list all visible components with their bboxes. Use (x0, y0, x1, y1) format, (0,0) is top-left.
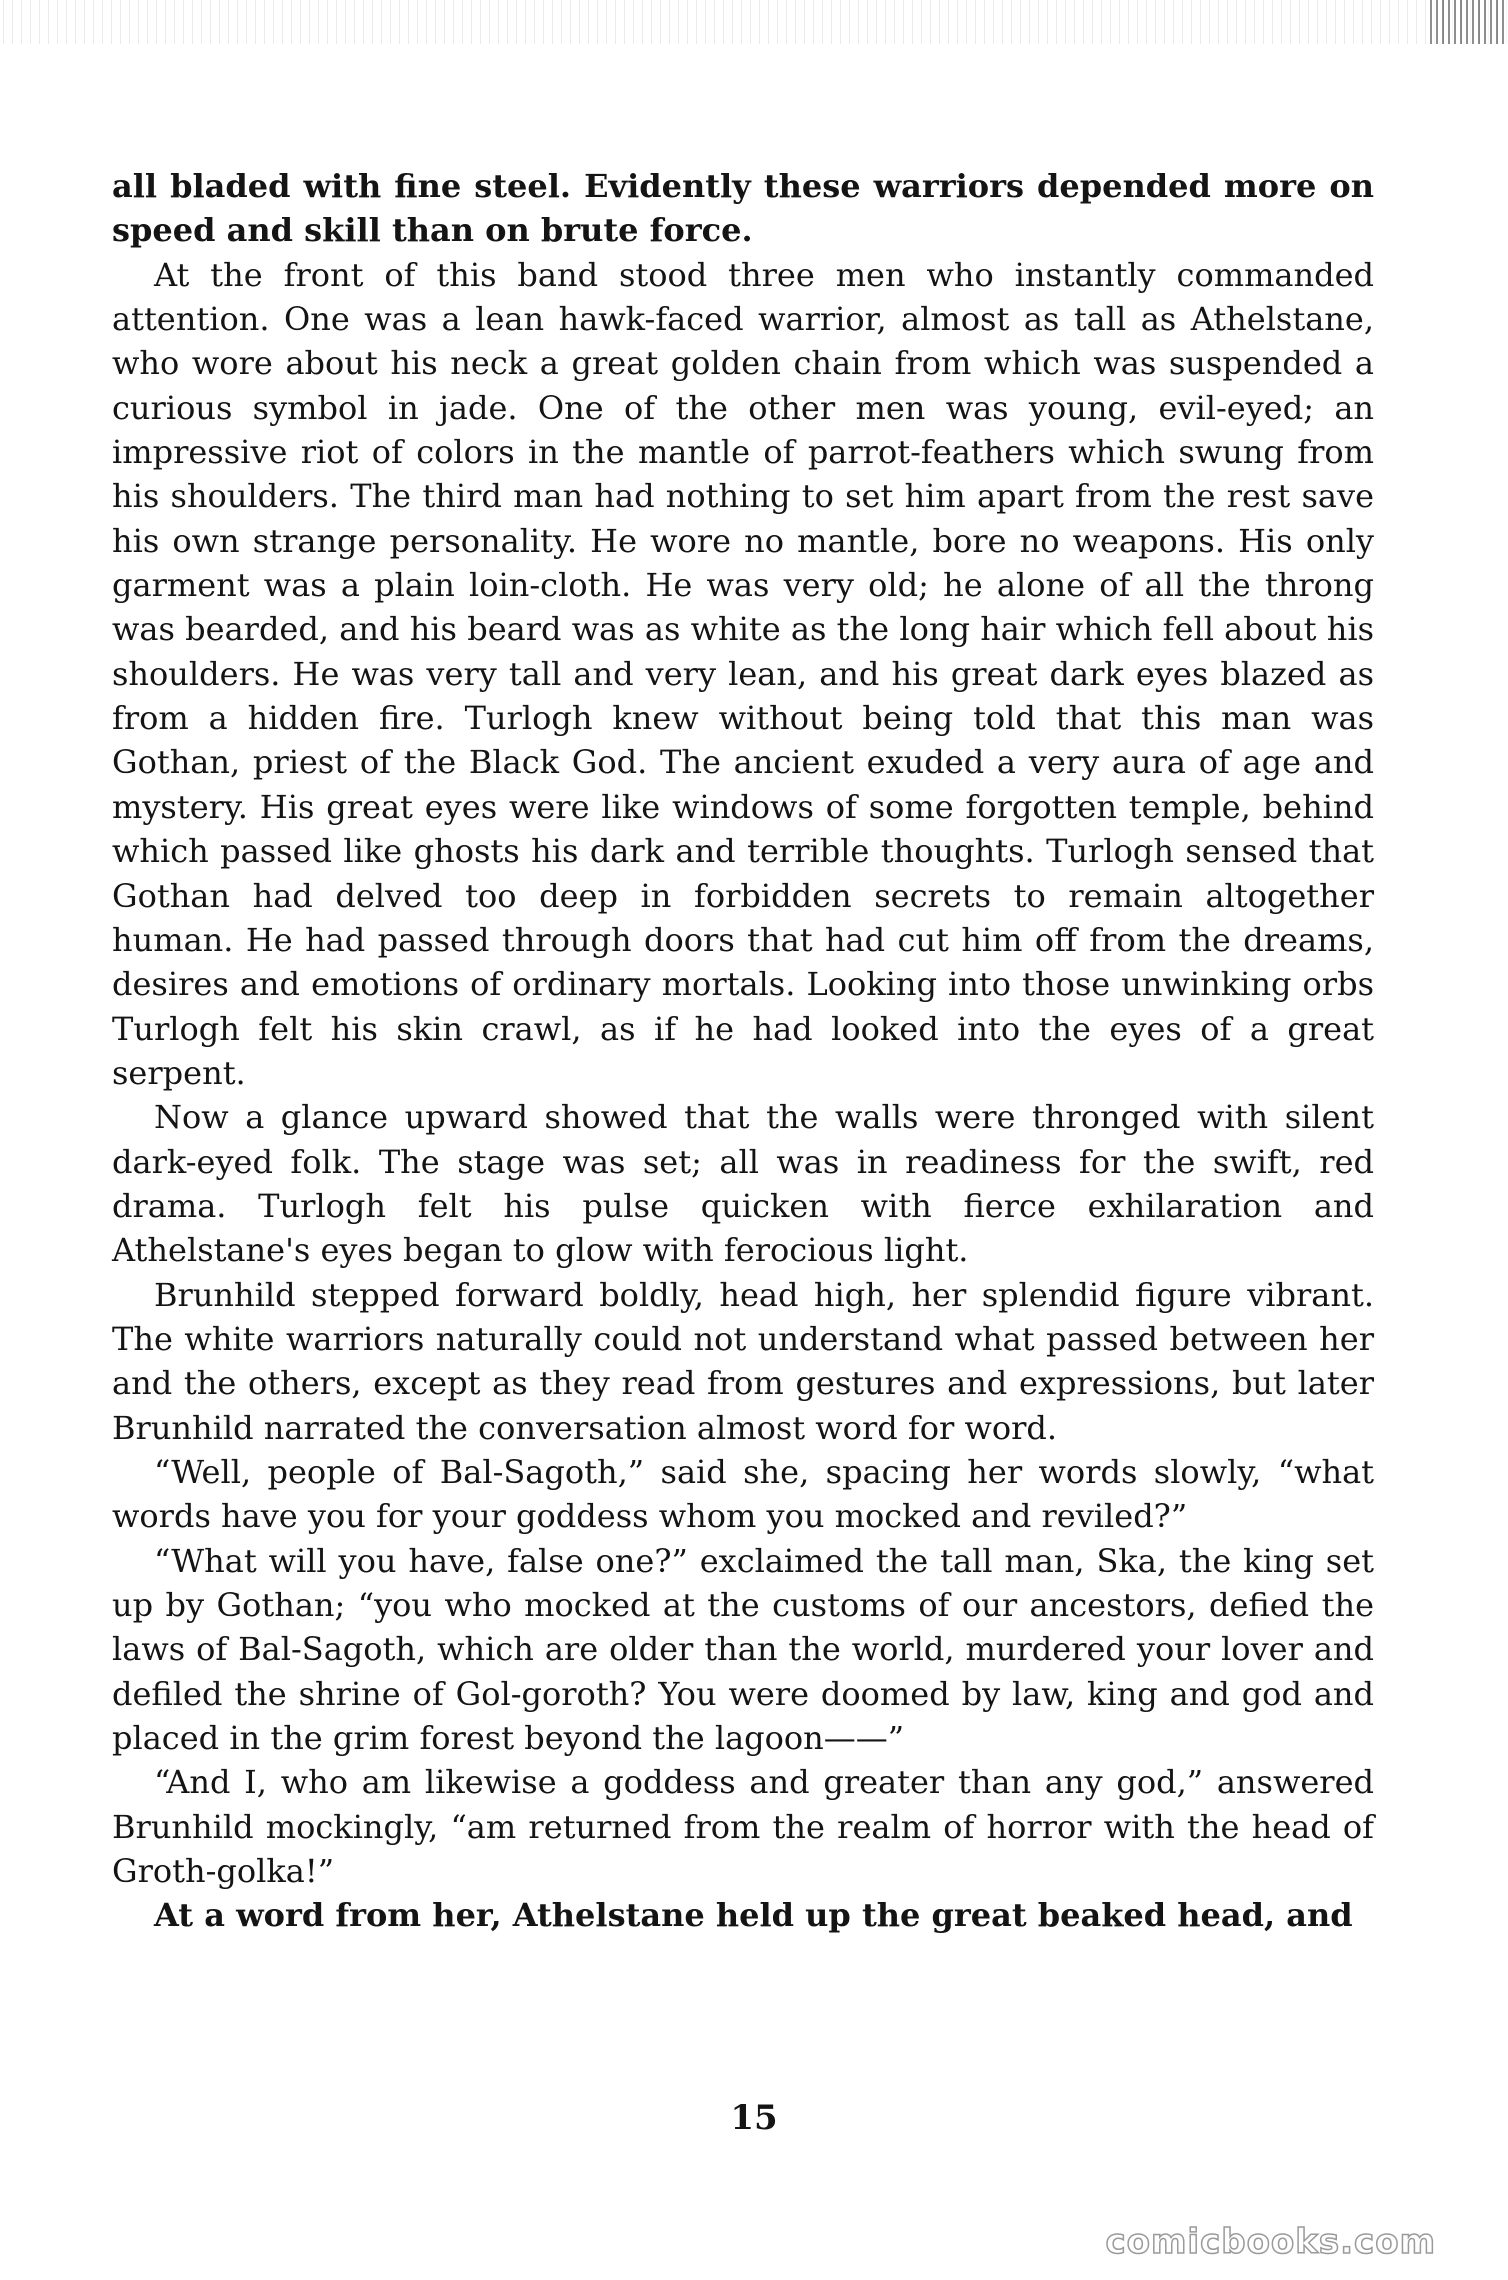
paragraph: At a word from her, Athelstane held up the great beaked head, and (154, 1896, 1353, 1935)
paragraph: “What will you have, false one?” exclaimed the tall man, Ska, the king set up by Gothan; “you who mocked at the customs of our ancestors, defied the laws of Bal-Sagoth, which are older than the world, murdered your lover and defiled the shrine of Gol-goroth? You were doomed by law, king and god and placed in the grim forest beyond the lagoon——” (112, 1541, 1374, 1758)
page-number: 15 (730, 2098, 778, 2138)
paragraph: “Well, people of Bal-Sagoth,” said she, spacing her words slowly, “what words have you for your goddess whom you mocked and reviled?” (112, 1452, 1374, 1536)
paragraph: all bladed with fine steel. Evidently these warriors depended more on speed and skill than on brute force. (112, 167, 1374, 250)
paragraph: Now a glance upward showed that the walls were thronged with silent dark-eyed folk. The stage was set; all was in readiness for the swift, red drama. Turlogh felt his pulse quicken with fierce exhilaration and Athelstane's eyes began to glow with ferocious light. (112, 1098, 1374, 1270)
paragraph: At the front of this band stood three men who instantly commanded attention. One was a lean hawk-faced warrior, almost as tall as Athelstane, who wore about his neck a great golden chain from which was suspended a curious symbol in jade. One of the other men was young, evil-eyed; an impressive riot of colors in the mantle of parrot-feathers which swung from his shoulders. The third man had nothing to set him apart from the rest save his own strange personality. He wore no mantle, bore no weapons. His only garment was a plain loin-cloth. He was very old; he alone of all the throng was bearded, and his beard was as white as the long hair which fell about his shoulders. He was very tall and very lean, and his great dark eyes blazed as from a hidden fire. Turlogh knew without being told that this man was Gothan, priest of the Black God. The ancient exuded a very aura of age and mystery. His great eyes were like windows of some forgotten temple, behind which passed like ghosts his dark and terrible thoughts. Turlogh sensed that Gothan had delved too deep in forbidden secrets to remain altogether human. He had passed through doors that had cut him off from the dreams, desires and emotions of ordinary mortals. Looking into those unwinking orbs Turlogh felt his skin crawl, as if he had looked into the eyes of a great serpent. (112, 255, 1374, 1092)
paragraph: “And I, who am likewise a goddess and greater than any god,” answered Brunhild mockingly, “am returned from the realm of horror with the head of Groth-golka!” (112, 1763, 1374, 1891)
watermark-logo: comicbooks.com (1105, 2222, 1436, 2262)
scan-edge-corner (1428, 0, 1508, 44)
page-body (112, 164, 1374, 1938)
paragraph: Brunhild stepped forward boldly, head high, her splendid figure vibrant. The white warriors naturally could not understand what passed between her and the others, except as they read from gestures and expressions, but later Brunhild narrated the conversation almost word for word. (112, 1275, 1374, 1447)
scan-edge (0, 0, 1508, 44)
